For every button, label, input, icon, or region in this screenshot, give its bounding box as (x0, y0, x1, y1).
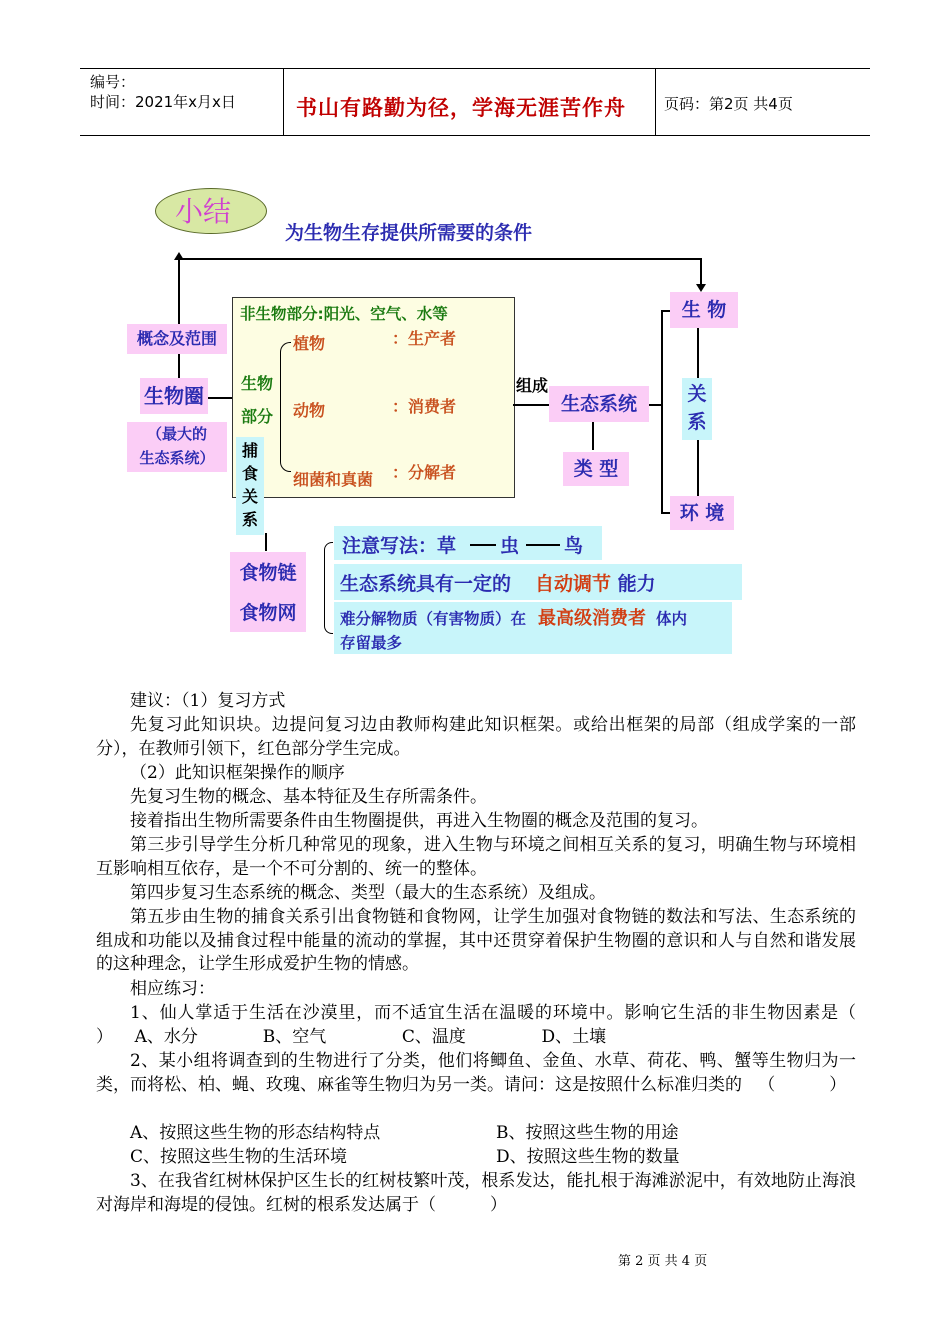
step-three: 第三步引导学生分析几种常见的现象，进入生物与环境之间相互关系的复习，明确生物与环境相互影响相互依存，是一个不可分割的、统一的整体。 (96, 835, 856, 879)
question-2-option-b: B、按照这些生物的用途 (496, 1123, 679, 1143)
step-two: 接着指出生物所需要条件由生物圈提供，再进入生物圈的概念及范围的复习。 (130, 811, 708, 831)
concept-scope-box: 概念及范围 (127, 324, 227, 354)
predation-char-4: 系 (241, 510, 258, 529)
bio-part-line1: 生物 (241, 374, 274, 393)
types-box: 类 型 (563, 452, 629, 486)
step-five: 第五步由生物的捕食关系引出食物链和食物网，让学生加强对食物链的数法和写法、生态系统的组成和功能以及捕食过程中能量的流动的掌握，其中还贯穿着保护生物圈的意识和人与自然和谐发展的这种理念，让学生形成爱护生物的情感。 (96, 907, 856, 974)
predation-char-2: 食 (241, 464, 258, 483)
largest-ecosystem-box (127, 422, 227, 472)
food-chain-web-box (230, 552, 306, 632)
predation-char-3: 关 (241, 487, 258, 506)
compose-label: 组成 (516, 376, 549, 395)
exercises-heading: 相应练习： (130, 979, 215, 999)
predation-char-1: 捕 (241, 441, 258, 460)
bio-part-line2: 部分 (241, 407, 274, 426)
down-arrowhead (696, 284, 706, 292)
question-1: 1、仙人掌适于生活在沙漠里，而不适宜生活在温暖的环境中。影响它生活的非生物因素是（ ） A、水分 B、空气 C、温度 D、土壤 (96, 1003, 911, 1047)
note-insect: 虫 (500, 535, 520, 557)
plants-label: 植物 (293, 334, 326, 353)
note-bird: 鸟 (564, 535, 584, 557)
self-regulation-highlight: 自动调节 (535, 573, 612, 595)
largest-ecosystem-line1: （最大的 (146, 425, 207, 443)
brace (280, 342, 291, 472)
question-3: 3、在我省红树林保护区生长的红树枝繁叶茂，根系发达，能扎根于海滩淤泥中，有效地防止海浪对海岸和海堤的侵蚀。红树的根系发达属于（ ） (96, 1171, 856, 1215)
question-2-option-d: D、按照这些生物的数量 (496, 1147, 680, 1167)
environment-box: 环 境 (670, 496, 734, 530)
summary-badge-label: 小结 (175, 195, 232, 228)
document-date: 时间：2021年x月x日 (90, 93, 236, 111)
notes-brace (324, 542, 333, 634)
toxin-suffix: 体内 (656, 610, 688, 628)
relation-char-2: 系 (687, 411, 707, 433)
toxin-highlight: 最高级消费者 (538, 608, 647, 629)
top-caption: 为生物生存提供所需要的条件 (285, 222, 533, 244)
relation-box (682, 378, 712, 440)
note-writing-text: 注意写法：草 (342, 535, 457, 557)
arrow-grass-insect (470, 544, 496, 546)
toxin-prefix: 难分解物质（有害物质）在 (340, 610, 527, 628)
up-arrowhead (174, 252, 184, 260)
fungi-label: 细菌和真菌 (293, 470, 374, 489)
predation-box (236, 437, 264, 535)
decomposer-label: ：分解者 (392, 463, 457, 482)
order-heading: （2）此知识框架操作的顺序 (130, 763, 345, 783)
ecosystem-components-frame (232, 297, 515, 498)
biosphere-box: 生物圈 (140, 378, 208, 414)
arrow-insect-bird (526, 544, 560, 546)
review-method-text: 先复习此知识块。边提问复习边由教师构建此知识框架。或给出框架的局部（组成学案的一部分），在教师引领下，红色部分学生完成。 (96, 715, 856, 759)
document-number: 编号： (90, 73, 136, 91)
question-2-option-c: C、按照这些生物的生活环境 (130, 1147, 348, 1167)
self-regulation-text (340, 569, 656, 596)
animals-label: 动物 (293, 401, 326, 420)
step-one: 先复习生物的概念、基本特征及生存所需条件。 (130, 787, 487, 807)
food-chain-label: 食物链 (239, 562, 297, 584)
ecosystem-box: 生态系统 (549, 386, 649, 422)
toxin-text (340, 604, 687, 630)
largest-ecosystem-line2: 生态系统） (139, 449, 215, 467)
nonbio-part: 非生物部分:阳光、空气、水等 (240, 305, 448, 323)
relation-char-1: 关 (687, 383, 707, 405)
toxin-line2: 存留最多 (340, 634, 403, 652)
question-2-option-a: A、按照这些生物的形态结构特点 (130, 1123, 381, 1143)
producer-label: ：生产者 (392, 329, 457, 348)
self-regulation-suffix: 能力 (611, 573, 656, 595)
question-2: 2、某小组将调查到的生物进行了分类，他们将鲫鱼、金鱼、水草、荷花、鸭、蟹等生物归为一类，而将松、柏、蝇、玫瑰、麻雀等生物归为另一类。请问：这是按照什么标准归类的 （ ） (96, 1051, 856, 1095)
header-page-label: 页码：第2页 共4页 (664, 95, 793, 113)
organism-box: 生 物 (670, 292, 738, 328)
food-web-label: 食物网 (239, 602, 297, 624)
consumer-label: ：消费者 (392, 397, 457, 416)
suggestion-heading: 建议：（1）复习方式 (130, 691, 286, 711)
self-regulation-prefix: 生态系统具有一定的 (340, 573, 512, 595)
page-footer: 第 2 页 共 4 页 (618, 1254, 708, 1269)
step-four: 第四步复习生态系统的概念、类型（最大的生态系统）及组成。 (130, 883, 606, 903)
header-motto: 书山有路勤为径，学海无涯苦作舟 (296, 96, 626, 120)
